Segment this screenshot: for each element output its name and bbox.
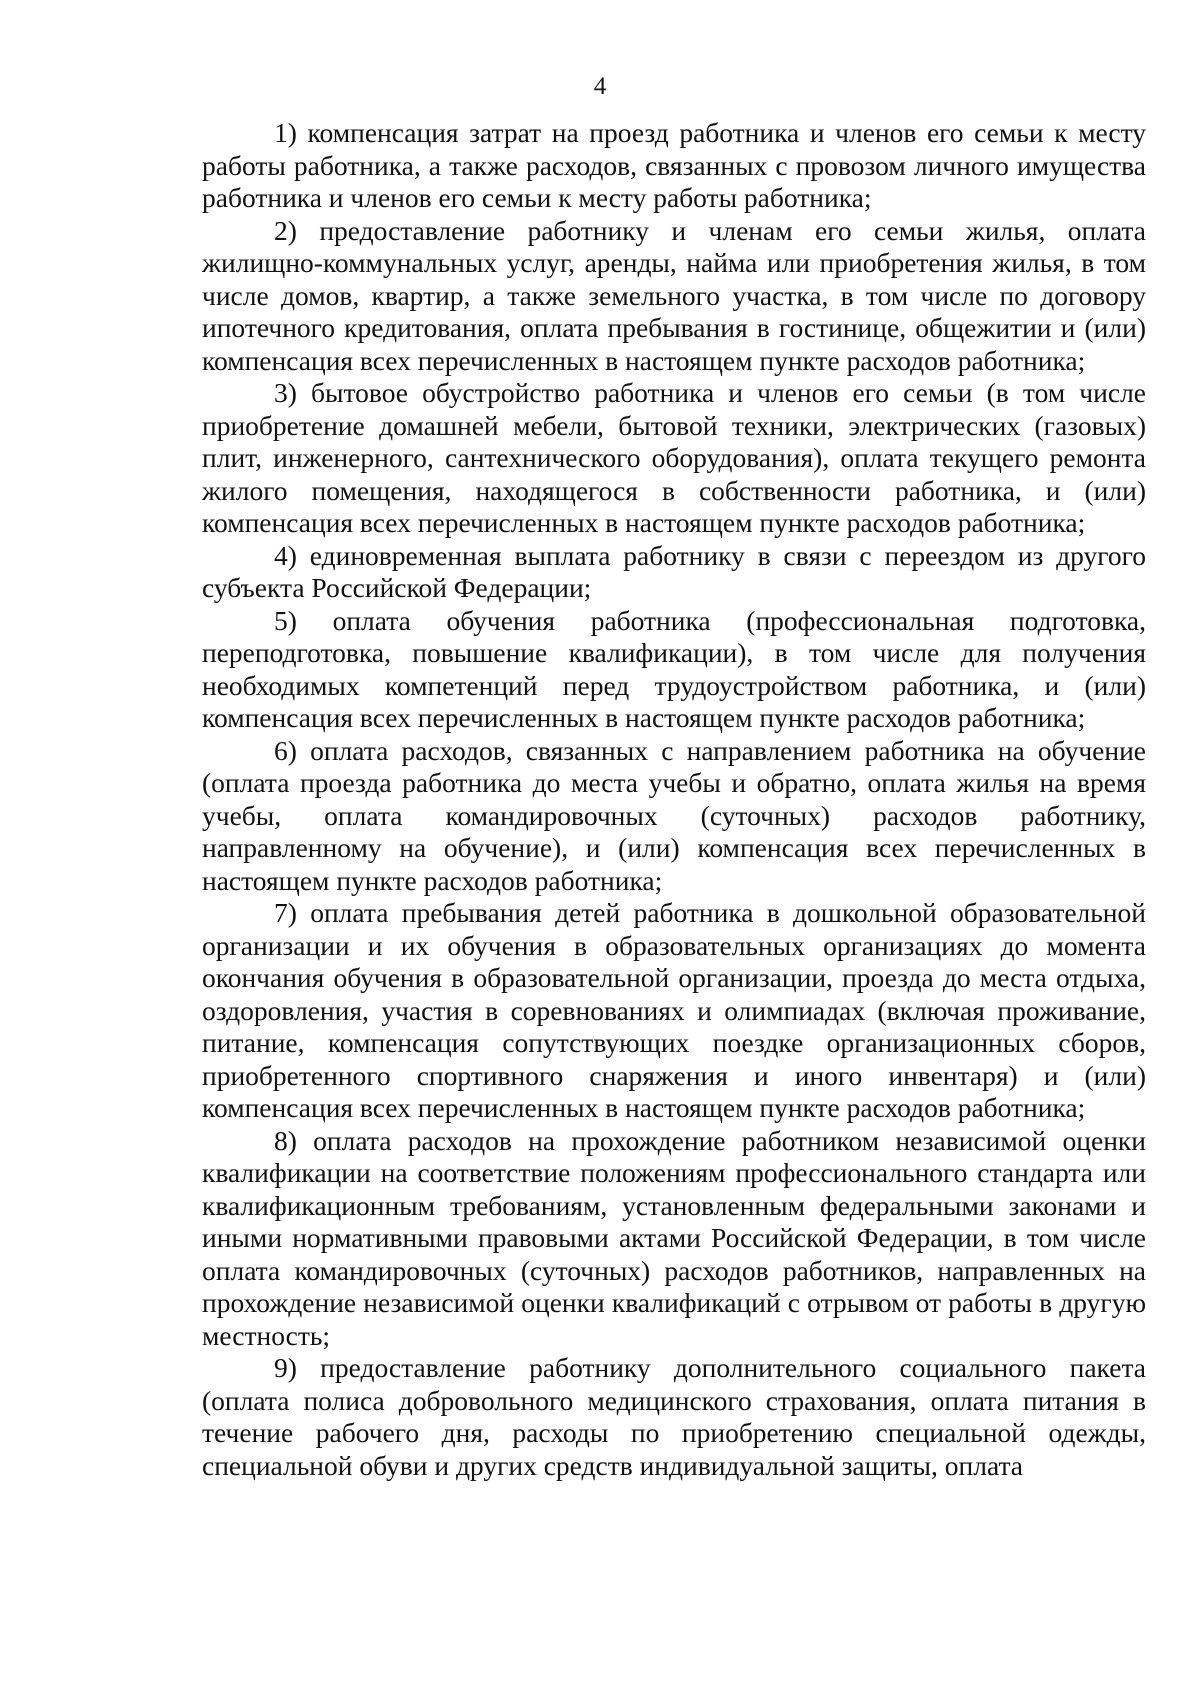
document-body xyxy=(202,117,1146,1482)
list-item-2: 2) предоставление работнику и членам его семьи жилья, оплата жилищно-коммунальных услуг, аренды, найма или приобретения жилья, в том числе домов, квартир, а также земельного участка, в том числе по договору ипотечного кредитования, оплата пребывания в гостинице, общежитии и (или) компенсация всех перечисленных в настоящем пункте расходов работника; xyxy=(202,214,1146,376)
list-item-9: 9) предоставление работнику дополнительного социального пакета (оплата полиса добровольного медицинского страхования, оплата питания в течение рабочего дня, расходы по приобретению специальной одежды, специальной обуви и других средств индивидуальной защиты, оплата xyxy=(202,1352,1146,1481)
list-item-6: 6) оплата расходов, связанных с направлением работника на обучение (оплата проезда работника до места учебы и обратно, оплата жилья на время учебы, оплата командировочных (суточных) расходов работнику, направленному на обучение), и (или) компенсация всех перечисленных в настоящем пункте расходов работника; xyxy=(202,734,1146,896)
list-item-3: 3) бытовое обустройство работника и членов его семьи (в том числе приобретение домашней мебели, бытовой техники, электрических (газовых) плит, инженерного, сантехнического оборудования), оплата текущего ремонта жилого помещения, находящегося в собственности работника, и (или) компенсация всех перечисленных в настоящем пункте расходов работника; xyxy=(202,377,1146,538)
page-number: 4 xyxy=(593,73,607,100)
list-item-8: 8) оплата расходов на прохождение работником независимой оценки квалификации на соответствие положениям профессионального стандарта или квалификационным требованиям, установленным федеральными законами и иными нормативными правовыми актами Российской Федерации, в том числе оплата командировочных (суточных) расходов работников, направленных на прохождение независимой оценки квалификаций с отрывом от работы в другую местность; xyxy=(202,1124,1146,1351)
list-item-1: 1) компенсация затрат на проезд работника и членов его семьи к месту работы работника, а также расходов, связанных с провозом личного имущества работника и членов его семьи к месту работы работника; xyxy=(202,117,1146,213)
list-item-7: 7) оплата пребывания детей работника в дошкольной образовательной организации и их обучения в образовательных организациях до момента окончания обучения в образовательной организации, проезда до места отдыха, оздоровления, участия в соревнованиях и олимпиадах (включая проживание, питание, компенсация сопутствующих поездке организационных сборов, приобретенного спортивного снаряжения и иного инвентаря) и (или) компенсация всех перечисленных в настоящем пункте расходов работника; xyxy=(202,897,1146,1123)
list-item-4: 4) единовременная выплата работнику в связи с переездом из другого субъекта Российской Федерации; xyxy=(202,539,1146,603)
list-item-5: 5) оплата обучения работника (профессиональная подготовка, переподготовка, повышение квалификации), в том числе для получения необходимых компетенций перед трудоустройством работника, и (или) компенсация всех перечисленных в настоящем пункте расходов работника; xyxy=(202,604,1146,733)
